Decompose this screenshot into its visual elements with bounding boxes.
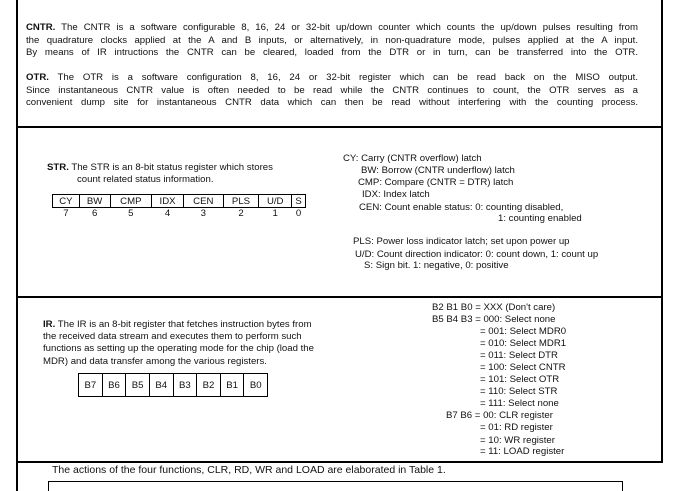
bit-number: 6 (91, 208, 98, 219)
bit-cell: BW (79, 195, 110, 208)
bit-cell: B2 (197, 374, 221, 397)
ir-legend-line: = 011: Select DTR (480, 350, 558, 361)
bit-number: 1 (272, 208, 278, 219)
text-line: MDR) and data transfer among the various registers. (43, 356, 267, 367)
ir-title: IR. (43, 319, 56, 330)
divider (16, 296, 663, 298)
bit-cell: B5 (126, 374, 150, 397)
bit-cell: CEN (183, 195, 223, 208)
ir-title-line (43, 319, 312, 331)
ir-legend-line: B7 B6 = 00: CLR register (446, 410, 553, 421)
ir-legend-line: = 010: Select MDR1 (480, 338, 567, 349)
footer-text: The actions of the four functions, CLR, RD, WR and LOAD are elaborated in Table 1. (52, 464, 446, 476)
bit-cell: B3 (173, 374, 197, 397)
str-legend-line: S: Sign bit. 1: negative, 0: positive (364, 260, 509, 271)
bit-cell: U/D (259, 195, 292, 208)
ir-legend-line: = 10: WR register (480, 435, 555, 446)
str-legend-line: U/D: Count direction indicator: 0: count down, 1: count up (355, 249, 599, 260)
text-line: the quadrature clocks applied at the A and B inputs, or alternatively, in non-quadrature mode, pulses applied at the A input. (26, 34, 638, 46)
bit-cell: B4 (149, 374, 173, 397)
text-line: the received data stream and executes them to perform such (43, 331, 302, 342)
otr-paragraph (26, 72, 638, 110)
ir-legend-line: B2 B1 B0 = XXX (Don't care) (432, 302, 556, 313)
text-line: convenient dump site for instantaneous CNTR data which can then be read without interfering with the counting process. (26, 97, 638, 108)
str-title-line (47, 162, 273, 174)
ir-register-table (78, 373, 268, 397)
text-line: The STR is an 8-bit status register which stores (71, 162, 273, 173)
divider (16, 461, 663, 463)
frame-left (16, 0, 18, 491)
bit-number: 4 (164, 208, 171, 219)
ir-legend-line: = 001: Select MDR0 (480, 326, 567, 337)
bit-cell: CMP (110, 195, 152, 208)
str-legend-line: CY: Carry (CNTR overflow) latch (343, 153, 482, 164)
bit-number: 5 (128, 208, 134, 219)
text-line: The OTR is a software configuration 8, 16, 24 or 32-bit register which can be read back on the MISO output. (57, 72, 639, 83)
cntr-title: CNTR. (26, 22, 56, 33)
ir-legend-line: = 111: Select none (480, 398, 559, 409)
str-title: STR. (47, 162, 69, 173)
text-line: The CNTR is a software configurable 8, 16, 24 or 32-bit up/down counter which counts the up/down pulses resulting from (61, 22, 638, 33)
bit-cell: CY (53, 195, 80, 208)
text-line: functions as setting up the operating mode for the chip (load the (43, 343, 314, 354)
bit-cell: B1 (220, 374, 244, 397)
ir-legend-line: = 101: Select OTR (480, 374, 560, 385)
bit-cell: B7 (79, 374, 103, 397)
otr-title: OTR. (26, 72, 49, 83)
ir-legend-line: = 110: Select STR (480, 386, 558, 397)
ir-legend-line: = 01: RD register (480, 422, 553, 433)
divider (16, 126, 663, 128)
str-legend-line: PLS: Power loss indicator latch; set upon power up (353, 236, 570, 247)
bit-cell: S (292, 195, 306, 208)
text-line: Since instantaneous CNTR value is often needed to be read while the CNTR continues to count, the OTR serves as a (26, 84, 638, 96)
table-1-box (48, 481, 623, 491)
ir-legend-line: = 11: LOAD register (480, 446, 565, 457)
text-line: count related status information. (77, 174, 214, 185)
bit-number: 0 (295, 208, 302, 219)
cntr-paragraph (26, 22, 638, 60)
text-line: The IR is an 8-bit register that fetches instruction bytes from (57, 319, 312, 330)
frame-right (661, 0, 663, 462)
str-legend-line: CEN: Count enable status: 0: counting disabled, (359, 202, 564, 213)
ir-legend-line: B5 B4 B3 = 000: Select none (432, 314, 556, 325)
str-legend-line: BW: Borrow (CNTR underflow) latch (361, 165, 515, 176)
str-legend-line: CMP: Compare (CNTR = DTR) latch (358, 177, 514, 188)
bit-cell: B0 (244, 374, 268, 397)
text-line: By means of IR intructions the CNTR can be cleared, loaded from the DTR or in turn, can be transferred into the OTR. (26, 47, 638, 58)
ir-legend-line: = 100: Select CNTR (480, 362, 566, 373)
bit-cell: IDX (152, 195, 184, 208)
str-legend-line: IDX: Index latch (362, 189, 430, 200)
bit-number: 3 (200, 208, 206, 219)
str-legend-line: 1: counting enabled (498, 213, 582, 224)
bit-number: 2 (238, 208, 244, 219)
str-register-table (52, 194, 306, 219)
bit-cell: PLS (223, 195, 259, 208)
bit-cell: B6 (102, 374, 126, 397)
bit-number: 7 (63, 208, 69, 219)
